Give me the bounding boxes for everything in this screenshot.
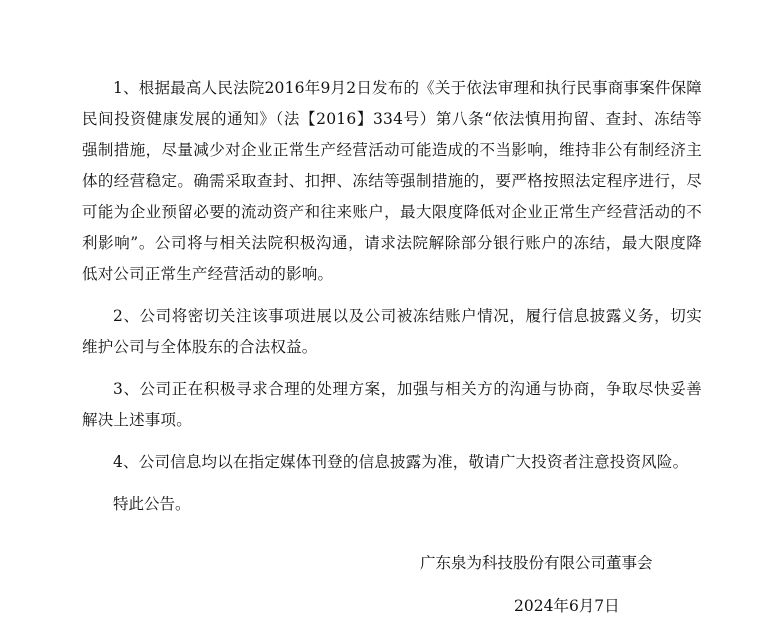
signature-date: 2024年6月7日 xyxy=(514,597,620,615)
paragraph-2: 2、公司将密切关注该事项进展以及公司被冻结账户情况，履行信息披露义务，切实维护公司与全体股东的合法权益。 xyxy=(82,307,702,356)
document-body xyxy=(82,73,702,520)
paragraph-4: 4、公司信息均以在指定媒体刊登的信息披露为准，敬请广大投资者注意投资风险。 xyxy=(113,453,689,471)
closing-statement: 特此公告。 xyxy=(113,495,191,513)
paragraph-3: 3、公司正在积极寻求合理的处理方案，加强与相关方的沟通与协商，争取尽快妥善解决上述事项。 xyxy=(82,380,702,429)
signature-block xyxy=(420,548,700,621)
signature-company: 广东泉为科技股份有限公司董事会 xyxy=(420,554,653,572)
paragraph-1: 1、根据最高人民法院2016年9月2日发布的《关于依法审理和执行民事商事案件保障民间投资健康发展的通知》（法【2016】334号）第八条“依法慎用拘留、查封、冻结等强制措施，尽量减少对企业正常生产经营活动可能造成的不当影响，维持非公有制经济主体的经营稳定。确需采取查封、扣押、冻结等强制措施的，要严格按照法定程序进行，尽可能为企业预留必要的流动资产和往来账户，最大限度降低对企业正常生产经营活动的不利影响”。公司将与相关法院积极沟通，请求法院解除部分银行账户的冻结，最大限度降低对公司正常生产经营活动的影响。 xyxy=(82,79,702,283)
